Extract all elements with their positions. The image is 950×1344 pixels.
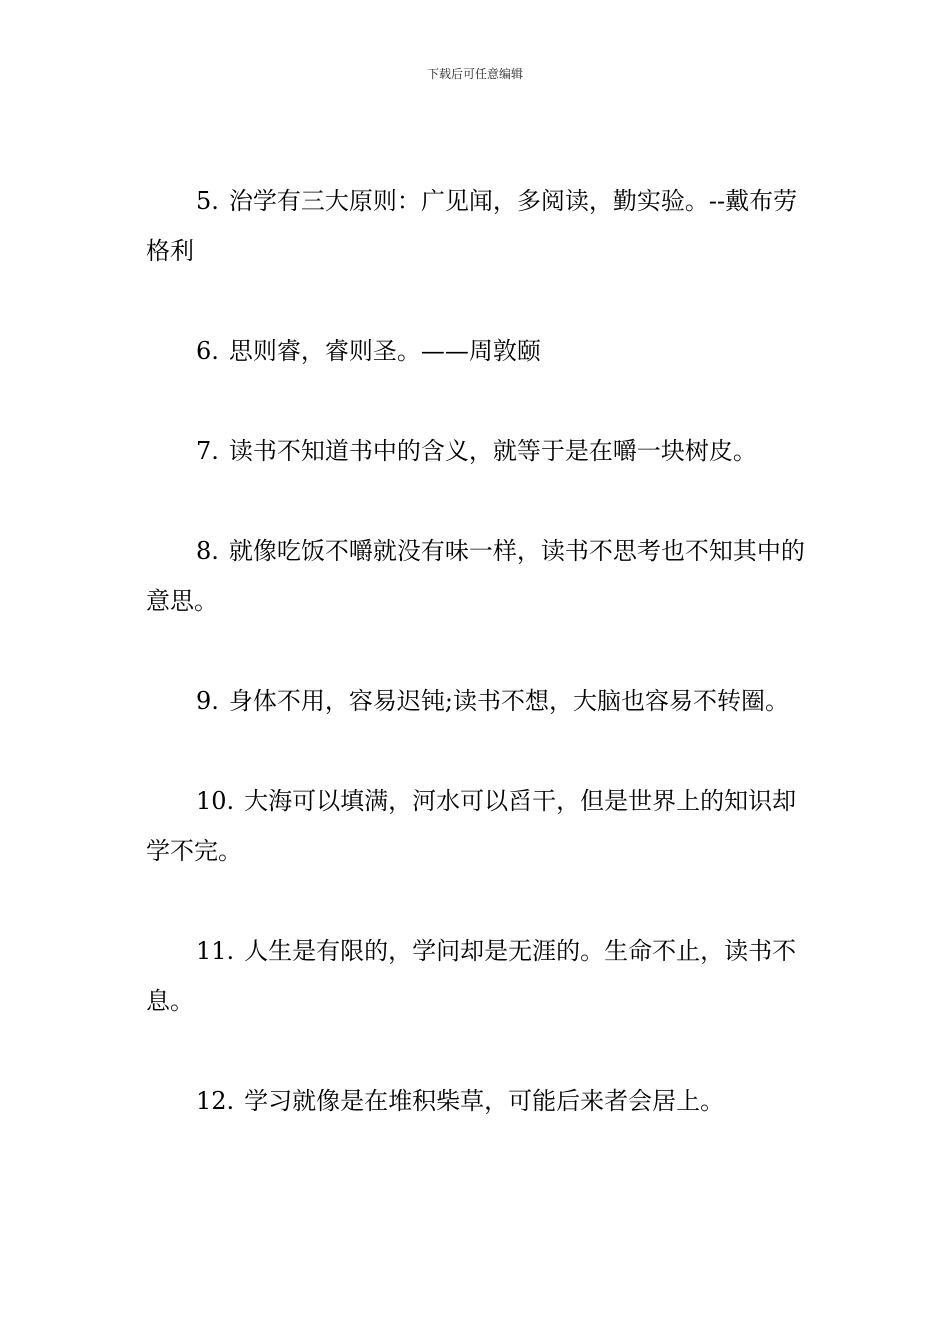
item-number: 6. bbox=[196, 337, 219, 365]
item-text: 读书不知道书中的含义，就等于是在嚼一块树皮。 bbox=[228, 437, 757, 465]
document-body bbox=[146, 176, 808, 1176]
item-number: 10. bbox=[196, 787, 235, 815]
page-header: 下载后可任意编辑 bbox=[426, 67, 523, 81]
item-number: 12. bbox=[196, 1087, 235, 1115]
list-item bbox=[146, 526, 808, 626]
item-text: 学习就像是在堆积柴草，可能后来者会居上。 bbox=[244, 1087, 725, 1115]
list-item bbox=[146, 776, 808, 876]
list-item bbox=[146, 926, 808, 1026]
list-item bbox=[146, 426, 808, 476]
list-item bbox=[146, 1076, 808, 1126]
item-text: 身体不用，容易迟钝;读书不想，大脑也容易不转圈。 bbox=[228, 687, 789, 715]
list-item bbox=[146, 176, 808, 276]
item-text: 就像吃饭不嚼就没有味一样，读书不思考也不知其中的意思。 bbox=[146, 537, 805, 615]
item-text: 治学有三大原则：广见闻，多阅读，勤实验。--戴布劳格利 bbox=[146, 187, 798, 265]
list-item bbox=[146, 326, 808, 376]
item-number: 8. bbox=[196, 537, 219, 565]
item-text: 人生是有限的，学问却是无涯的。生命不止，读书不息。 bbox=[146, 937, 797, 1015]
item-number: 7. bbox=[196, 437, 219, 465]
list-item bbox=[146, 676, 808, 726]
item-text: 大海可以填满，河水可以舀干，但是世界上的知识却学不完。 bbox=[146, 787, 797, 865]
item-number: 5. bbox=[196, 187, 219, 215]
item-number: 11. bbox=[196, 937, 235, 965]
item-number: 9. bbox=[196, 687, 219, 715]
item-text: 思则睿，睿则圣。——周敦颐 bbox=[228, 337, 541, 365]
